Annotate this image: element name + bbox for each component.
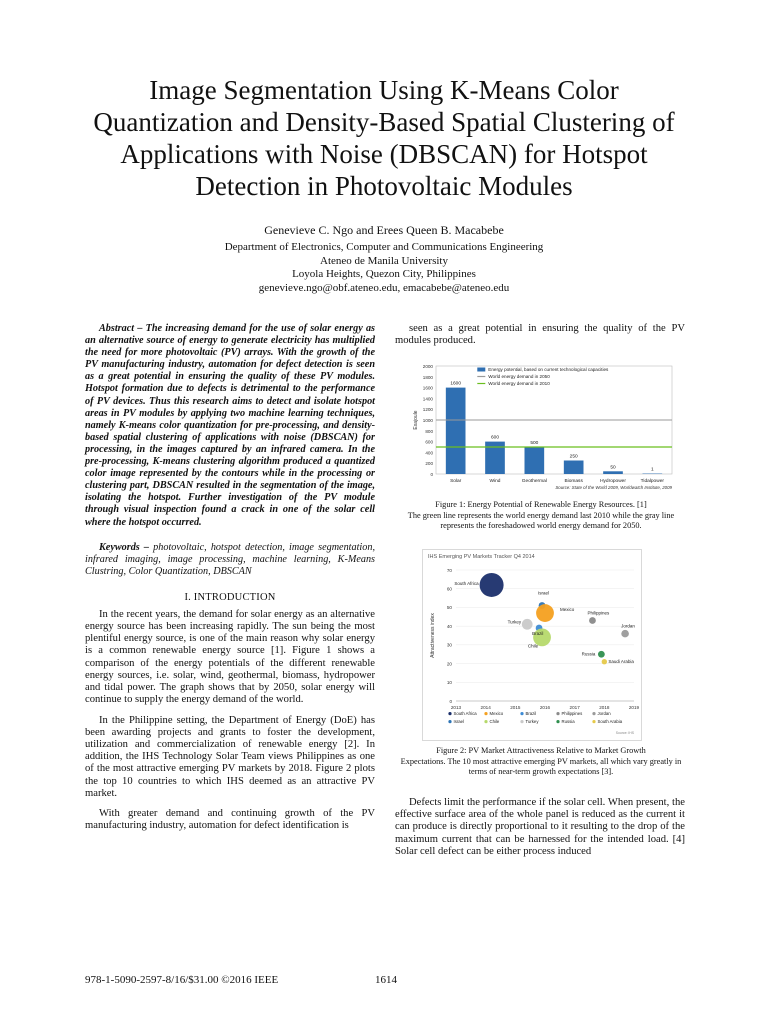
y-tick-label: 1400 xyxy=(422,396,433,402)
legend-marker xyxy=(520,712,523,715)
bubble-label: Philippines xyxy=(587,610,610,616)
bar-value-label: 1600 xyxy=(450,381,462,387)
section-heading-introduction: I. INTRODUCTION xyxy=(184,591,276,603)
bubble-jordan xyxy=(621,630,629,638)
legend-marker xyxy=(448,712,451,715)
y-tick-label: 10 xyxy=(446,680,452,686)
bubble-south-africa xyxy=(480,573,504,597)
intro-paragraph-1: In the recent years, the demand for solar energy as an alternative energy source has been increasing rapidly. The sun being the most plentiful energy source, is one of the main reason why solar energy is a common renewable energy source [1]. Figure 1 shows a comparison of the energy potentials of the different renewable energy sources, i.e. solar, wind, geothermal, biomass, hydropower and tidal power. The graph shows that by 2050, solar energy will continue to supply the energy demand of the world. xyxy=(85,608,375,706)
y-tick-label: 40 xyxy=(446,623,452,629)
x-tick-label: Wind xyxy=(489,479,501,484)
bar-value-label: 500 xyxy=(530,441,539,446)
legend-marker xyxy=(520,720,523,723)
keywords xyxy=(85,542,375,578)
y-tick-label: 600 xyxy=(425,439,433,445)
legend-label: World energy demand in 2050 xyxy=(488,374,550,380)
keywords-label: Keywords – xyxy=(99,541,150,553)
x-tick-label: 2013 xyxy=(450,705,462,710)
bubble-label: Saudi Arabia xyxy=(608,659,634,665)
x-tick-label: Biomass xyxy=(564,479,583,484)
legend-marker xyxy=(484,720,487,723)
affiliation-address: Loyola Heights, Quezon City, Philippines xyxy=(292,268,476,280)
legend-marker xyxy=(556,712,559,715)
legend-label: World energy demand in 2010 xyxy=(488,381,550,387)
y-tick-label: 0 xyxy=(430,472,433,477)
bubble-russia xyxy=(598,651,605,658)
legend-label: South Africa xyxy=(453,711,477,716)
y-tick-label: 1200 xyxy=(422,407,433,413)
right-column-bottom xyxy=(395,797,685,866)
bubble-label: South Africa xyxy=(454,580,479,586)
x-tick-label: 2018 xyxy=(599,705,610,710)
bubble-saudi-arabia xyxy=(602,659,607,664)
legend-swatch-energy-potential xyxy=(477,368,485,372)
bubble-mexico xyxy=(536,604,554,622)
bar-value-label: 50 xyxy=(610,465,616,471)
keywords-text: photovoltaic, hotspot detection, image segmentation, infrared imaging, image processing, machine learning, K-Means Clustring, Color Quantization, DBSCAN xyxy=(85,541,375,577)
intro-paragraph-2: In the Philippine setting, the Department of Energy (DoE) has been awarding projects and grants to foster the development, utilization and commercialization of renewable energy [2]. In addition, the IHS Technology Solar Team views Philippines as one of the most attractive emerging PV markets by 2018. Figure 2 plots the top 10 countries to which IHS deemed as an attractive PV market. xyxy=(85,714,375,799)
figure-1-caption-text: The green line represents the world energy demand last 2010 while the gray line represents the foreshadowed world energy demand for 2050. xyxy=(407,510,675,530)
bar-value-label: 250 xyxy=(569,454,578,460)
affiliation-university: Ateneo de Manila University xyxy=(320,254,448,267)
x-tick-label: Geothermal xyxy=(521,479,547,484)
legend-label: Russia xyxy=(561,719,575,724)
legend-label: Chile xyxy=(489,719,500,724)
bar-value-label: 1 xyxy=(650,467,654,473)
y-tick-label: 1000 xyxy=(422,418,433,423)
bar-geothermal xyxy=(525,447,545,474)
right-top-paragraph: seen as a great potential in ensuring the quality of the PV modules produced. xyxy=(395,323,685,347)
chart-source: Source: State of the World 2009, Worldwatch Institute, 2009 xyxy=(555,485,672,490)
y-tick-label: 2000 xyxy=(422,364,433,369)
legend-marker xyxy=(592,720,595,723)
x-tick-label: Hydropower xyxy=(600,479,626,484)
bubble-label: Russia xyxy=(581,651,596,657)
footer-isbn: 978-1-5090-2597-8/16/$31.00 ©2016 IEEE xyxy=(85,974,279,986)
bubble-label: Brazil xyxy=(532,631,544,637)
affiliation-department: Department of Electronics, Computer and Communications Engineering xyxy=(224,241,544,253)
legend-label: Brazil xyxy=(525,711,537,716)
x-tick-label: 2019 xyxy=(628,705,640,710)
y-axis-label: Exajoule xyxy=(413,410,419,430)
bubble-philippines xyxy=(589,617,596,624)
figure-2-caption-title: Figure 2: PV Market Attractiveness Relative to Market Growth xyxy=(436,746,646,755)
legend-label: South Arabia xyxy=(597,719,623,724)
paper-title: Image Segmentation Using K-Means Color Quantization and Density-Based Spatial Clustering of Applications with Noise (DBSCAN) for Hotspot Detection in Photovoltaic Modules xyxy=(93,75,675,201)
y-tick-label: 20 xyxy=(446,661,452,667)
figure-1-caption-title: Figure 1: Energy Potential of Renewable Energy Resources. [1] xyxy=(435,500,647,509)
y-tick-label: 60 xyxy=(446,586,452,592)
y-tick-label: 1800 xyxy=(422,374,433,380)
legend-marker xyxy=(592,712,595,715)
bar-biomass xyxy=(564,461,584,475)
right-bottom-paragraph: Defects limit the performance if the solar cell. When present, the effective surface area of the whole panel is reduced as the current it can produce is directly proportional to it resulting to the drop of the maximum current that can be harnessed for the intended load. [4] Solar cell defect can be either process induced xyxy=(395,797,685,857)
page-number: 1614 xyxy=(375,974,397,986)
figure-1-caption xyxy=(400,500,682,532)
legend-marker xyxy=(484,712,487,715)
bubble-label: Jordan xyxy=(621,623,635,629)
legend-label: Jordan xyxy=(597,711,611,716)
abstract: Abstract – The increasing demand for the use of solar energy as an alternative source of energy to generate electricity has multiplied the need for more photovoltaic (PV) arrays. With the growth of the PV manufacturing industry, automation for defect detection is seen as a great potential in ensuring the quality of these PV modules. Hotspot formation due to defects is detrimental to the performance of PV devices. Thus this research aims to detect and isolate hotspot areas in PV modules by applying two machine learning techniques, namely K-means color quantization for pre-processing, and density-based spatial clustering of applications with noise (DBSCAN) for processing, in the images captured by an infrared camera. In the pre-processing, K-means clustering algorithm produced a quantized color image represented by the contours while in the processing or clustering part, DBSCAN resulted in the segmentation of the image, isolating the hotspot. Further investigation of the PV module through visual inspection found a crack in one of the solar cell where the hotspot occurred. xyxy=(85,323,375,528)
bubble-label: Mexico xyxy=(560,607,575,613)
bubble-label: Turkey xyxy=(507,619,522,625)
legend-label: Turkey xyxy=(525,719,539,724)
y-tick-label: 400 xyxy=(425,450,433,456)
y-tick-label: 800 xyxy=(425,428,433,434)
figure-2-caption xyxy=(400,746,682,778)
y-tick-label: 30 xyxy=(446,642,452,648)
bubble-turkey xyxy=(522,619,533,630)
y-tick-label: 0 xyxy=(449,698,452,704)
chart-source: Source: IHS xyxy=(615,731,634,735)
legend-marker xyxy=(448,720,451,723)
legend-label: Mexico xyxy=(489,711,504,716)
bar-hydropower xyxy=(603,471,623,474)
affiliation-emails: genevieve.ngo@obf.ateneo.edu, emacabebe@ateneo.edu xyxy=(258,281,510,294)
paper-authors: Genevieve C. Ngo and Erees Queen B. Macabebe xyxy=(264,223,504,237)
x-tick-label: 2016 xyxy=(539,705,551,710)
bubble-label: Chile xyxy=(527,643,539,649)
bar-value-label: 600 xyxy=(490,435,500,441)
legend-label: Israel xyxy=(453,719,465,724)
y-tick-label: 70 xyxy=(446,567,452,573)
y-tick-label: 200 xyxy=(425,461,433,467)
left-column xyxy=(85,323,375,840)
pv-market-bubble-chart xyxy=(422,549,642,741)
bubble-label: Israel xyxy=(538,590,550,596)
y-tick-label: 1600 xyxy=(422,385,433,391)
bar-solar xyxy=(446,388,466,474)
right-column-top xyxy=(395,323,685,355)
legend-label: Energy potential, based on current technological capacities xyxy=(488,367,609,373)
x-tick-label: Tidalpower xyxy=(640,479,664,484)
y-axis-label: Attractiveness index xyxy=(430,613,436,658)
legend-label: Philippines xyxy=(561,711,583,716)
intro-paragraph-3: With greater demand and continuing growth of the PV manufacturing industry, automation for defect identification is xyxy=(85,807,375,832)
energy-potential-bar-chart xyxy=(410,362,680,498)
x-tick-label: 2015 xyxy=(510,705,521,710)
chart-title: IHS Emerging PV Markets Tracker Q4 2014 xyxy=(428,554,535,560)
figure-2-caption-text: Expectations. The 10 most attractive emerging PV markets, all which vary greatly in terms of near-term growth expectations [3]. xyxy=(400,756,682,776)
legend-marker xyxy=(556,720,559,723)
y-tick-label: 50 xyxy=(446,605,452,611)
affiliation-block xyxy=(80,241,688,295)
x-tick-label: 2014 xyxy=(480,705,491,710)
x-tick-label: Solar xyxy=(450,479,462,484)
x-tick-label: 2017 xyxy=(569,705,580,710)
